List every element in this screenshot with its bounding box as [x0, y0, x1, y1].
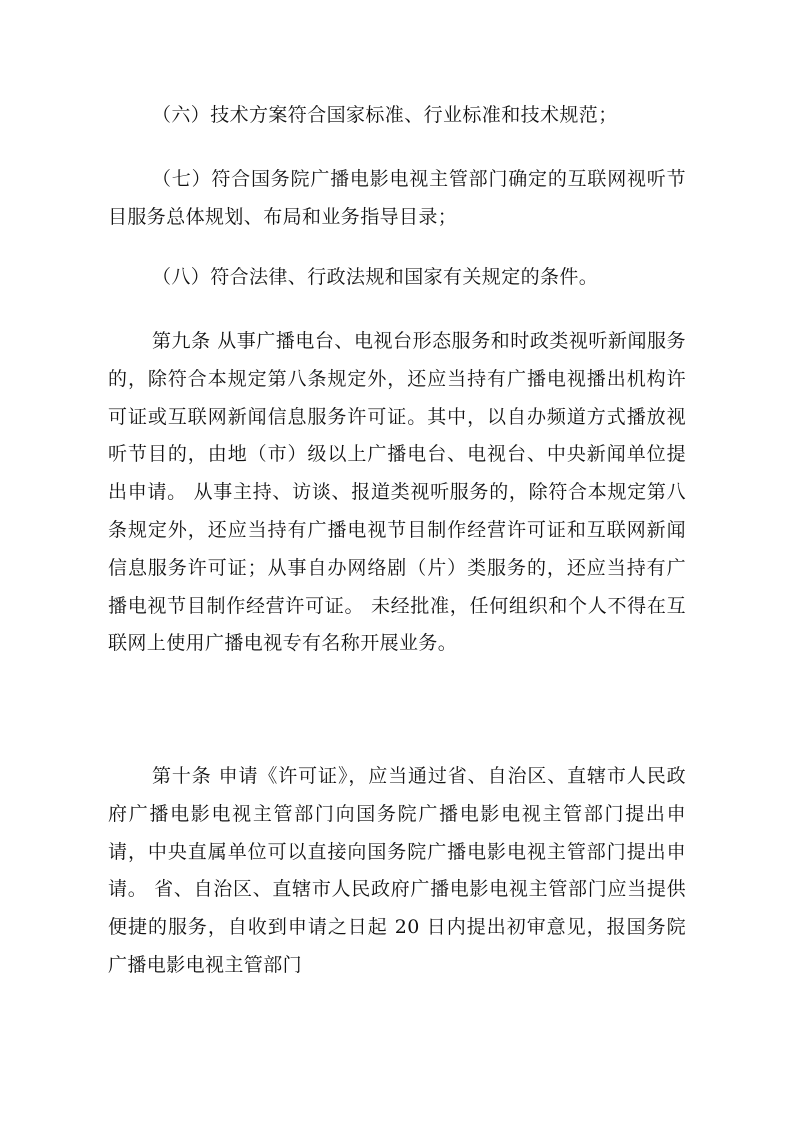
paragraph-article-10: 第十条 申请《许可证》，应当通过省、自治区、直辖市人民政府广播电影电视主管部门向国务院广播电影电视主管部门提出申请，中央直属单位可以直接向国务院广播电影电视主管部门提出申请。 省、自治区、直辖市人民政府广播电影电视主管部门应当提供便捷的服务，自收到申请之日起 20 日内提出初审意见，报国务院广播电影电视主管部门 [108, 765, 686, 976]
paragraph-article-9: 第九条 从事广播电台、电视台形态服务和时政类视听新闻服务的，除符合本规定第八条规定外，还应当持有广播电视播出机构许可证或互联网新闻信息服务许可证。其中，以自办频道方式播放视听节目的，由地（市）级以上广播电台、电视台、中央新闻单位提出申请。 从事主持、访谈、报道类视听服务的，除符合本规定第八条规定外，还应当持有广播电视节目制作经营许可证和互联网新闻信息服务许可证；从事自办网络剧（片）类服务的，还应当持有广播电视节目制作经营许可证。 未经批准，任何组织和个人不得在互联网上使用广播电视专有名称开展业务。 [108, 330, 686, 655]
paragraph-item-8: （八）符合法律、行政法规和国家有关规定的条件。 [152, 266, 599, 288]
paragraph-item-7: （七）符合国务院广播电影电视主管部门确定的互联网视听节目服务总体规划、布局和业务指导目录； [108, 168, 686, 228]
paragraph-item-6: （六）技术方案符合国家标准、行业标准和技术规范； [152, 104, 618, 126]
